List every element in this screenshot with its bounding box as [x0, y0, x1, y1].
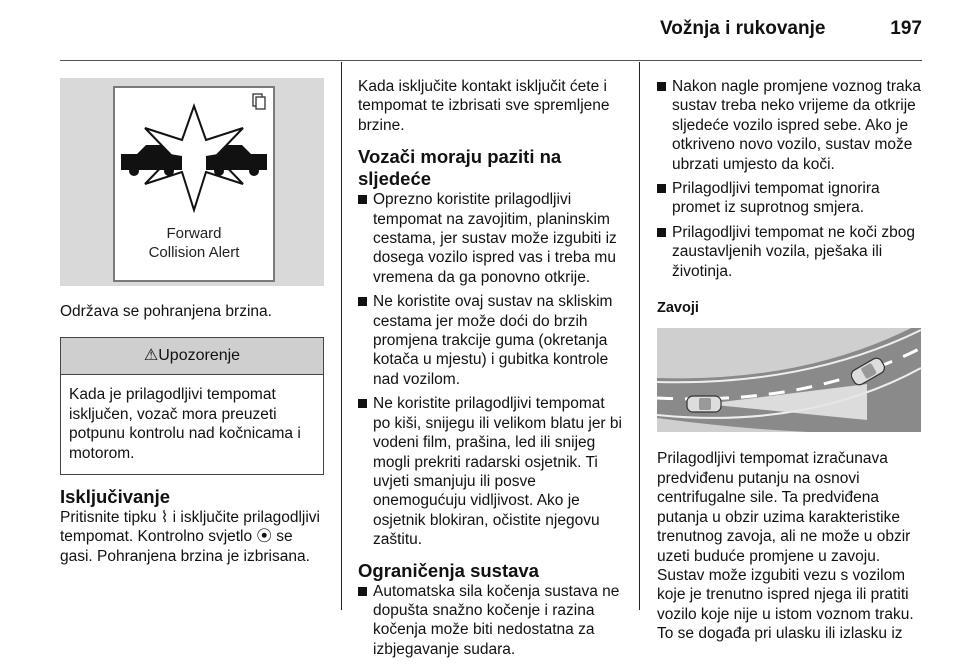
warning-icon: ⚠ [143, 347, 159, 365]
warning-title: Upozorenje [158, 347, 241, 365]
curve-figure [657, 328, 921, 432]
collision-alert-panel [113, 86, 275, 282]
warning-text: Kada je prilagodljivi tempomat isključen, vozač mora preuzeti potpunu kontrolu nad kočnicama i motorom. [69, 386, 301, 462]
warning-header [61, 338, 323, 375]
list-item: Oprezno koristite prilagodljivi tempomat na zavojitim, planinskim cestama, jer sustav može izgubiti iz dosega vozilo ispred vas i treba mu vremena da ga ponovno otkrije. [358, 190, 624, 287]
cruise-button-icon: ⌇ [160, 509, 169, 527]
forward-collision-figure [60, 78, 324, 286]
list-item: Ne koristite ovaj sustav na skliskim cestama jer može doći do brzih promjena trakcije guma (okretanja kotača u mjestu) i gubitka kontrole nad vozilom. [358, 292, 624, 389]
manual-reference-icon [253, 94, 265, 109]
curve-paragraph: Prilagodljivi tempomat izračunava predviđenu putanju na osnovi centrifugalne sile. Ta predviđena putanja u obzir uzima karakteristike trenutnog zavoja, ali ne može u obzir uzeti buduće promjene u zavoju. Sustav može izgubiti vezu s vozilom koje je trenutno ispred njega ili pratiti vozilo koje nije u istom voznom traku. To se događa pri ulasku ili izlasku iz [657, 450, 914, 643]
section-heading-vozaci: Vozači moraju paziti na sljedeće [358, 146, 562, 190]
section-heading-iskljucivanje: Isključivanje [60, 486, 171, 508]
column-right [657, 77, 923, 644]
bullet-list-limitations [358, 582, 624, 660]
chapter-title: Vožnja i rukovanje [660, 18, 826, 39]
figure-caption-line2: Collision Alert [148, 244, 240, 261]
page-header [660, 18, 922, 48]
page-number: 197 [890, 18, 922, 39]
list-item: Automatska sila kočenja sustava ne dopušta snažno kočenje i razina kočenja može biti nedostatna za izbjegavanje sudara. [358, 582, 624, 660]
column-left [60, 78, 324, 566]
list-item: Nakon nagle promjene voznog traka sustav treba neko vrijeme da otkrije sljedeće vozilo ispred sebe. Ako je otkriveno novo vozilo, sustav može ubrzati umjesto da koči. [657, 77, 923, 174]
curve-illustration [657, 328, 921, 432]
column-divider-2 [639, 62, 640, 610]
body-paragraph: Održava se pohranjena brzina. [60, 303, 272, 320]
warning-box [60, 337, 324, 475]
bullet-list-continued [657, 77, 923, 281]
section-paragraph: Pritisnite tipku ⌇ i isključite prilagodljivi tempomat. Kontrolno svjetlo ⦿ se gasi. Pohranjena brzina je izbrisana. [60, 509, 320, 565]
intro-paragraph: Kada isključite kontakt isključit ćete i tempomat te izbrisati sve spremljene brzine. [358, 78, 610, 134]
list-item: Ne koristite prilagodljivi tempomat po kiši, snijegu ili velikom blatu jer bi vodeni film, prašina, led ili snijeg mogli prekriti radarski osjetnik. Ti uvjeti smanjuju ili posve onemogućuju vidljivost. Ako je osjetnik blokiran, očistite njegovu zaštitu. [358, 394, 624, 549]
own-car-icon [687, 396, 721, 412]
bullet-list-precautions [358, 190, 624, 549]
list-item: Prilagodljivi tempomat ne koči zbog zaustavljenih vozila, pješaka ili životinja. [657, 223, 923, 281]
cruise-indicator-icon: ⦿ [256, 528, 272, 546]
section-heading-ogranicenja: Ograničenja sustava [358, 559, 539, 581]
list-item: Prilagodljivi tempomat ignorira promet iz suprotnog smjera. [657, 179, 923, 218]
header-divider [60, 60, 922, 61]
figure-caption-line1: Forward [166, 225, 222, 242]
column-middle [358, 77, 624, 664]
column-divider-1 [341, 62, 342, 610]
section-heading-zavoji: Zavoji [657, 300, 699, 317]
